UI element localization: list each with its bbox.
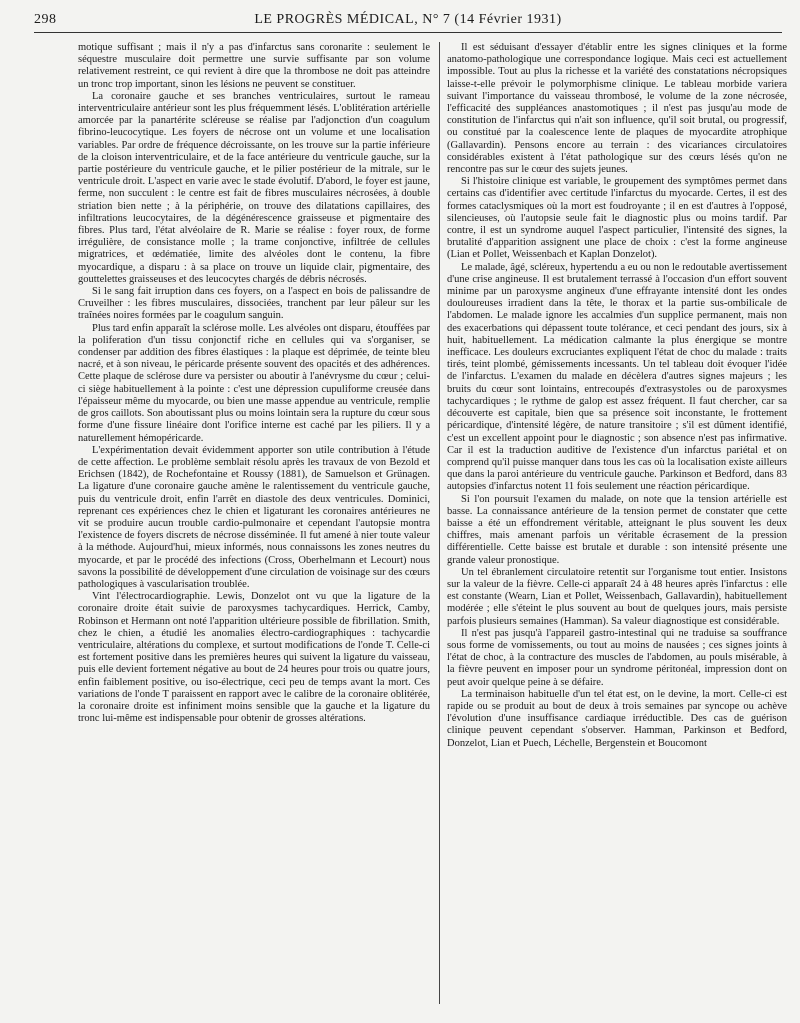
paragraph: motique suffisant ; mais il n'y a pas d'infarctus sans coronarite : seulement le séquestre musculaire doit permettre une survie suffisante par son volume relativement restreint, ce qui revient à dire que la thrombose ne doit pas atteindre un tronc trop important, sinon les lésions ne peuvent se constituer. (78, 42, 430, 90)
paragraph: La coronaire gauche et ses branches ventriculaires, surtout le rameau interventriculaire antérieur sont les plus fréquemment lésés. L'oblitération artérielle amorcée par la panartérite scléreuse se réalise par l'adjonction d'un coagulum fibrino-leucocytique. Les foyers de nécrose ont un volume et une localisation variables. Par ordre de fréquence décroissante, on les trouve sur la partie inférieure de la cloison interventriculaire, et de la face antérieure du ventricule gauche, sur la partie postérieure du ventricule gauche, et le pilier postérieur de la mitrale, sur le ventricule droit. L'aspect en varie avec le stade évolutif. D'abord, le foyer est jaune, ferme, non succulent : le centre est fait de fibres musculaires nécrosées, à double striation bien nette ; à la périphérie, on trouve des dilatations capillaires, des infiltrations leucocytaires, de la dégénérescence graisseuse et pigmentaire des fibres. Plus tard, l'état alvéolaire de R. Marie se réalise : foyer roux, de forme irrégulière, de consistance molle ; la trame conjonctive, infiltrée de cellules migratrices, et œdématiée, limite des alvéoles dont le contenu, la fibre myocardique, a disparu : à sa place on trouve un liquide clair, pigmentaire, des gouttelettes graisseuses et des leucocytes chargés de débris nécrosés. (78, 90, 430, 285)
paragraph: Si l'on poursuit l'examen du malade, on note que la tension artérielle est basse. La connaissance antérieure de la tension permet de constater que cette baisse a été un effondrement véritable, atteignant le plus souvent les deux chiffres, mais amenant parfois un véritable écrasement de la pression différentielle. Cette baisse est brutale et durable : son intensité présente une grande valeur pronostique. (447, 493, 787, 566)
paragraph: Si l'histoire clinique est variable, le groupement des symptômes permet dans certains cas d'identifier avec certitude l'infarctus du myocarde. Certes, il est des formes cataclysmiques où la mort est foudroyante ; il en est d'autres à l'opposé, silencieuses, où l'autopsie seule fait le diagnostic plus ou moins tardif. Par contre, il est un syndrome auquel l'aspect particulier, l'intensité des signes, la brutalité d'apparition assignent une place de choix : c'est la forme angineuse (Lian et Pollet, Weissenbach et Kaplan Donzelot). (447, 176, 787, 261)
paragraph: Un tel ébranlement circulatoire retentit sur l'organisme tout entier. Insistons sur la valeur de la fièvre. Celle-ci apparaît 24 à 48 heures après l'infarctus : elle est constante (Wearn, Lian et Pollet, Weissenbach, Gallavardin), habituellement modérée ; elle s'éteint le plus souvent au bout de quelques jours, mais persiste parfois plusieurs semaines (Hamman). Sa valeur diagnostique est considérable. (447, 566, 787, 627)
paragraph: Vint l'électrocardiographie. Lewis, Donzelot ont vu que la ligature de la coronaire droite était suivie de paroxysmes tachycardiques. Herrick, Camby, Robinson et Hermann ont noté l'apparition ultérieure possible de fibrillation. Smith, chez le chien, a étudié les anomalies électro-cardiographiques : tachycardie ventriculaire, altérations du complexe, et surtout modifications de l'onde T. Celle-ci est fortement positive dans les premières heures qui suivent la ligature du vaisseau, puis elle devient fortement négative au bout de 24 heures pour trois ou quatre jours, enfin faiblement positive, ou iso-électrique, ceci peu de temps avant la mort. Ces variations de l'onde T paraissent en rapport avec le calibre de la coronaire oblitérée, la coronaire droite est infiniment moins sensible que la gauche et la ligature du tronc lui-même est indispensable pour obtenir de grosses altérations. (78, 591, 430, 725)
paragraph: La terminaison habituelle d'un tel état est, on le devine, la mort. Celle-ci est rapide ou se produit au bout de deux à trois semaines par syncope ou achève l'évolution d'une insuffisance cardiaque irréductible. Des cas de guérison clinique peuvent cependant s'observer. Hamman, Parkinson et Bedford, Donzelot, Lian et Puech, Léchelle, Bergenstein et Boucomont (447, 688, 787, 749)
running-header (34, 10, 782, 33)
running-title: LE PROGRÈS MÉDICAL, N° 7 (14 Février 1931) (254, 12, 562, 27)
paragraph: Si le sang fait irruption dans ces foyers, on a l'aspect en bois de palissandre de Cruveilher : les fibres musculaires, dissociées, tranchent par leur pâleur sur les traînées noires formées par le coagulum sanguin. (78, 286, 430, 322)
column-divider (439, 42, 440, 1004)
paragraph: Il est séduisant d'essayer d'établir entre les signes cliniques et la forme anatomo-pathologique une correspondance logique. Mais ceci est actuellement impossible. Tout au plus la richesse et la variété des constatations nécropsiques laisse-t-elle prévoir le polymorphisme clinique. Le tableau morbide variera suivant l'importance du vaisseau thrombosé, le volume de la zone nécrosée, l'efficacité des suppléances anastomotiques ; il n'est pas jusqu'au mode de constitution de l'infarctus qui n'ait son influence, qu'il soit brutal, ou progressif, ou constitué par la coalescence lente de plaques de myocardite atrophique (Gallavardin). Pensons encore au terrain : des vicariances circulatoires considérables existent à l'état pathologique sur des cœurs lésés qu'on ne rencontre pas sur le cœur des sujets jeunes. (447, 42, 787, 176)
paragraph: Le malade, âgé, scléreux, hypertendu a eu ou non le redoutable avertissement d'une crise angineuse. Il est brutalement terrassé à l'occasion d'un effort souvent minime par un paroxysme angineux d'une effrayante intensité dont les ondes douloureuses irradient dans la tête, le thorax et la partie sus-ombilicale de l'abdomen. Le malade ignore les accalmies d'un supplice permanent, mais non des exacerbations qui dépassent toute tolérance, et ceci pendant des jours, six à huit, habituellement. La médication calmante la plus énergique se montre inefficace. Les douleurs excruciantes expliquent l'état de choc du malade : traits tirés, teint plombé, gémissements incessants. Un tel tableau doit évoquer l'idée de l'infarctus. L'examen du malade en décèlera d'autres signes majeurs ; les bruits du cœur sont lointains, entrecoupés d'extrasystoles ou de paroxysmes tachycardiques ; le rythme de galop est assez fréquent. Il faut chercher, car sa découverte est capitale, bien que sa présence soit inconstante, le frottement péricardique, d'intensité légère, de nature transitoire ; s'il est dûment identifié, c'est un excellent appoint pour le diagnostic ; son absence n'est pas infirmative. Car il est la traduction auditive de l'existence d'un infarctus pariétal et on comprend qu'il puisse manquer dans tous les cas où la localisation existe ailleurs que dans la paroi antérieure du ventricule gauche. Parkinson et Bedford, dans 83 autopsies d'infarctus notent 11 fois seulement une réaction péricardique. (447, 261, 787, 493)
page-number: 298 (34, 12, 57, 27)
paragraph: L'expérimentation devait évidemment apporter son utile contribution à l'étude de cette affection. Le problème semblait résolu après les travaux de von Bezold et Erichsen (1842), de Rochefontaine et Roussy (1881), de Samuelson et Grünagen. La ligature d'une coronaire gauche amène le ralentissement du ventricule gauche, puis du ventricule droit, enfin l'arrêt en diastole des deux ventricules. Dominici, reprenant ces expériences chez le chien et ligaturant les coronaires antérieures ne vit se produire aucun trouble cardio-pulmonaire et cependant l'autopsie montra l'existence de foyers discrets de nécrose disséminée. Il fut amené à nier toute valeur à la méthode. Aujourd'hui, mieux informés, nous connaissons les zones neutres du myocarde, et par le procédé des infections (Cross, Oberhelmann et Lecourt) nous savons la possibilité de développement d'une circulation de voisinage sur des cœurs pathologiques à vascularisation troublée. (78, 444, 430, 590)
paragraph: Plus tard enfin apparaît la sclérose molle. Les alvéoles ont disparu, étouffées par la poliferation d'un tissu conjonctif riche en cellules qui va s'organiser, se condenser par addition des fibres élastiques : la plaque est déprimée, de teinte bleu nacré, et à son niveau, le péricarde présente souvent des opacités et des adhérences. Cette plaque de sclérose dure va persister ou aboutir à l'anévrysme du cœur ; celui-ci siège habituellement à la pointe : c'est une dépression cupuliforme creusée dans l'épaisseur même du myocarde, ou bien une masse appendue au ventricule, remplie de gros caillots. Son aboutissant plus ou moins lointain sera la rupture du cœur sous forme d'une fissure linéaire dont l'orifice interne est caché par les piliers. Il y a naturellement hémopéricarde. (78, 322, 430, 444)
right-column (447, 42, 787, 1002)
left-column (78, 42, 430, 1002)
paragraph: Il n'est pas jusqu'à l'appareil gastro-intestinal qui ne traduise sa souffrance sous forme de vomissements, ou tout au moins de nausées ; ces signes joints à l'état de choc, à la contracture des muscles de l'abdomen, au pouls misérable, à la fièvre peuvent en imposer pour un syndrome péritonéal, impression dont on peut avoir quelque peine à se défaire. (447, 627, 787, 688)
